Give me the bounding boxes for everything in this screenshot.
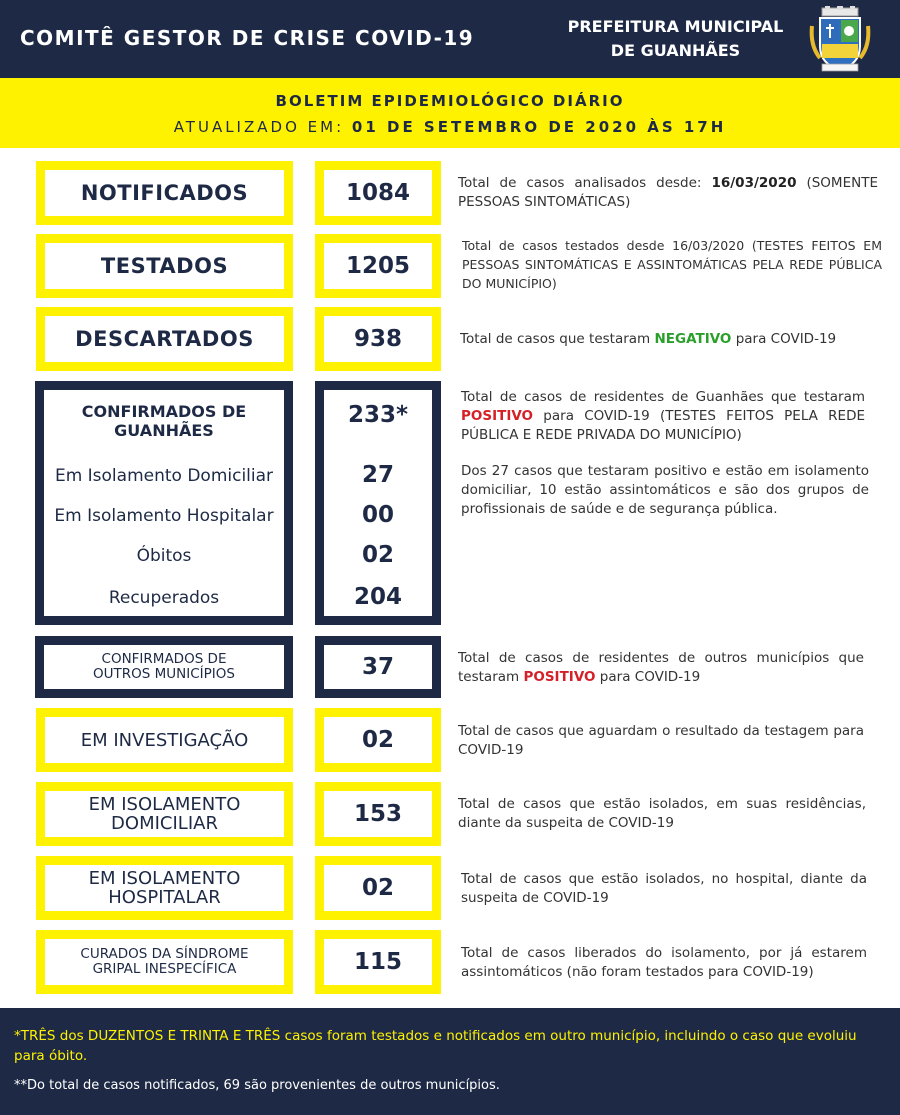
curados-value: 115	[353, 949, 402, 975]
bulletin-title: BOLETIM EPIDEMIOLÓGICO DIÁRIO	[275, 92, 625, 110]
outros-municipios-label: CONFIRMADOS DE OUTROS MUNICÍPIOS	[93, 651, 235, 682]
investigacao-value-box	[316, 709, 440, 771]
obitos-value: 02	[361, 542, 394, 568]
footnote-one: *TRÊS dos DUZENTOS E TRINTA E TRÊS casos foram testados e notificados em outro município, incluindo o caso que evoluiu para óbito.	[14, 1028, 857, 1064]
confirmados-guanhaes-values-box	[315, 381, 441, 625]
outros-municipios-value-box	[315, 636, 441, 698]
investigacao-value: 02	[361, 727, 394, 753]
investigacao-description: Total de casos que aguardam o resultado da testagem para COVID-19	[458, 723, 864, 758]
descartados-description: Total de casos que testaram NEGATIVO para COVID-19	[460, 331, 837, 347]
testados-value: 1205	[345, 253, 410, 279]
isolamento-domiciliar-value: 27	[361, 462, 394, 488]
testados-description: Total de casos testados desde 16/03/2020 (TESTES FEITOS EM PESSOAS SINTOMÁTICAS E ASSINTOMÁTICAS PELA REDE PÚBLICA DO MUNICÍPIO)	[462, 238, 882, 291]
bulletin-updated	[0, 118, 900, 136]
isolamento-hospitalar-title: EM ISOLAMENTO HOSPITALAR	[88, 868, 241, 908]
testados-label: TESTADOS	[100, 254, 229, 278]
municipality-line-1: PREFEITURA MUNICIPAL	[567, 17, 784, 36]
curados-label: CURADOS DA SÍNDROME GRIPAL INESPECÍFICA	[80, 946, 249, 977]
outros-municipios-label-box	[35, 636, 293, 698]
bulletin-banner	[0, 78, 900, 148]
testados-value-box	[316, 235, 440, 297]
testados-label-box	[37, 235, 292, 297]
isolamento-hospitalar-box	[37, 857, 292, 919]
confirmados-guanhaes-title: CONFIRMADOS DE GUANHÃES	[81, 402, 247, 440]
descartados-value: 938	[353, 326, 402, 352]
notificados-label-box	[37, 162, 292, 224]
isolamento-hospitalar-value: 00	[361, 502, 394, 528]
investigacao-label: EM INVESTIGAÇÃO	[80, 729, 249, 751]
descartados-value-box	[316, 308, 440, 370]
notificados-value: 1084	[345, 180, 410, 206]
investigacao-label-box	[37, 709, 292, 771]
confirmados-guanhaes-description: Total de casos de residentes de Guanhães que testaram POSITIVO para COVID-19 (TESTES FEITOS PELA REDE PÚBLICA E REDE PRIVADA DO MUNICÍPIO)	[461, 389, 865, 443]
descartados-label: DESCARTADOS	[75, 327, 254, 351]
city-coat-of-arms-icon	[808, 6, 872, 74]
notificados-label: NOTIFICADOS	[80, 181, 249, 205]
footnote-two: **Do total de casos notificados, 69 são provenientes de outros municípios.	[14, 1078, 500, 1093]
recuperados-label: Recuperados	[108, 588, 220, 608]
isolamento-hospitalar-description: Total de casos que estão isolados, no hospital, diante da suspeita de COVID-19	[461, 871, 867, 906]
isolamento-hospitalar-label: Em Isolamento Hospitalar	[54, 506, 274, 526]
header-bar	[0, 0, 900, 78]
obitos-label: Óbitos	[136, 546, 192, 566]
confirmados-guanhaes-box	[35, 381, 293, 625]
updated-value: 01 DE SETEMBRO DE 2020 ÀS 17H	[351, 118, 727, 136]
footer-notes	[0, 1008, 900, 1115]
curados-description: Total de casos liberados do isolamento, por já estarem assintomáticos (não foram testados para COVID-19)	[461, 945, 867, 980]
confirmados-guanhaes-value: 233*	[347, 402, 409, 428]
curados-value-box	[316, 931, 440, 993]
isolamento-domiciliar-description: Total de casos que estão isolados, em suas residências, diante da suspeita de COVID-19	[458, 796, 866, 831]
notificados-description: Total de casos analisados desde: 16/03/2020 (SOMENTE PESSOAS SINTOMÁTICAS)	[458, 175, 878, 210]
outros-municipios-value: 37	[361, 654, 394, 680]
outros-municipios-description: Total de casos de residentes de outros municípios que testaram POSITIVO para COVID-19	[458, 650, 864, 685]
confirmados-isolamento-note: Dos 27 casos que testaram positivo e estão em isolamento domiciliar, 10 estão assintomáticos e são dos grupos de profissionais de saúde e de segurança pública.	[461, 463, 869, 517]
municipality-name	[548, 15, 803, 63]
isolamento-hospitalar-total: 02	[361, 875, 394, 901]
isolamento-domiciliar-title: EM ISOLAMENTO DOMICILIAR	[88, 794, 241, 834]
municipality-line-2: DE GUANHÃES	[610, 41, 741, 60]
isolamento-domiciliar-label: Em Isolamento Domiciliar	[54, 466, 274, 486]
descartados-label-box	[37, 308, 292, 370]
updated-label: ATUALIZADO EM:	[173, 118, 345, 136]
isolamento-domiciliar-total-box	[316, 783, 440, 845]
committee-title: COMITÊ GESTOR DE CRISE COVID-19	[20, 26, 475, 50]
isolamento-hospitalar-total-box	[316, 857, 440, 919]
notificados-value-box	[316, 162, 440, 224]
isolamento-domiciliar-total: 153	[353, 801, 402, 827]
recuperados-value: 204	[353, 584, 402, 610]
isolamento-domiciliar-box	[37, 783, 292, 845]
curados-label-box	[37, 931, 292, 993]
